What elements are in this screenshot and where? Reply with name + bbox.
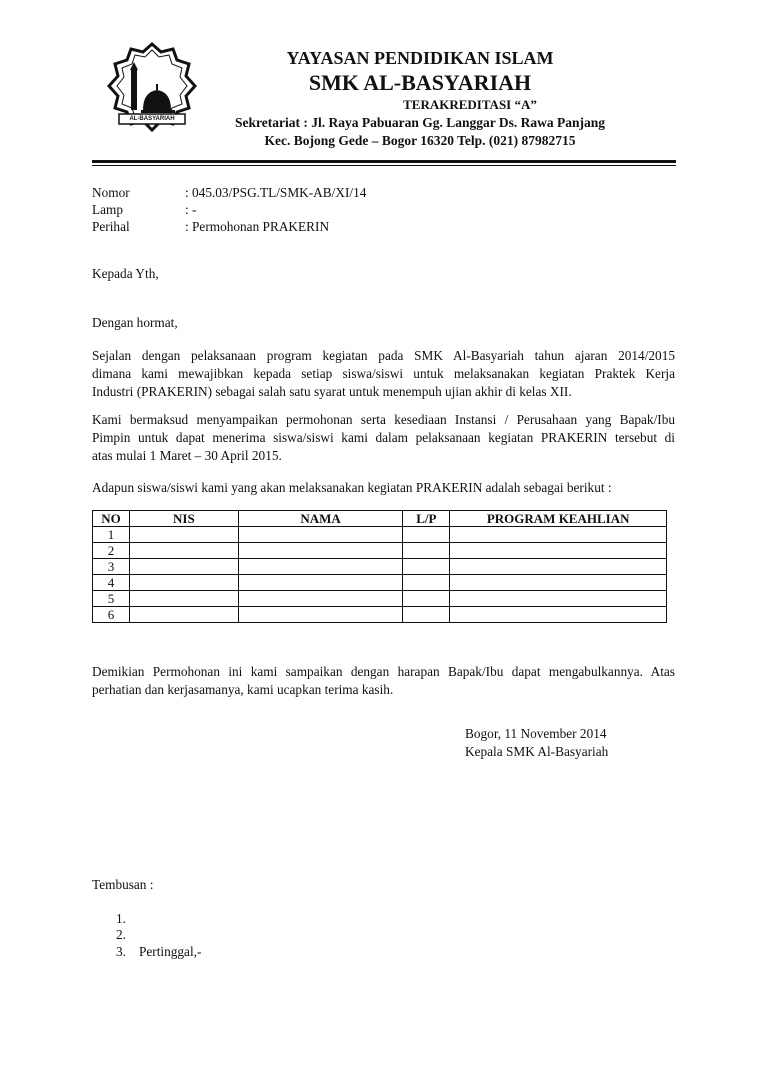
- cell-program: [450, 591, 667, 607]
- header-rule-thin: [92, 165, 676, 166]
- cell-program: [450, 607, 667, 623]
- paragraph-2-line: atas mulai 1 Maret – 30 April 2015.: [92, 448, 282, 463]
- school-name: SMK AL-BASYARIAH: [308, 70, 532, 95]
- cell-nis: [129, 591, 238, 607]
- cell-nama: [238, 575, 403, 591]
- meta-value-lamp: : -: [185, 202, 197, 217]
- greeting: Dengan hormat,: [92, 315, 178, 330]
- row-number: 4: [93, 575, 130, 591]
- logo-text: AL-BASYARIAH: [129, 116, 175, 122]
- cell-nama: [238, 591, 403, 607]
- row-number: 3: [93, 559, 130, 575]
- foundation-name: YAYASAN PENDIDIKAN ISLAM: [286, 48, 554, 68]
- table-row: [93, 607, 667, 623]
- cell-nis: [129, 527, 238, 543]
- cell-nis: [129, 559, 238, 575]
- school-logo: [97, 40, 207, 140]
- paragraph-3: Adapun siswa/siswi kami yang akan melaksanakan kegiatan PRAKERIN adalah sebagai berikut :: [92, 480, 612, 495]
- meta-value-perihal: : Permohonan PRAKERIN: [185, 219, 330, 234]
- cc-item-text: Pertinggal,-: [139, 944, 202, 959]
- closing-line: Demikian Permohonan ini kami sampaikan dengan harapan Bapak/Ibu dapat mengabulkannya. Atas: [92, 664, 675, 679]
- cell-program: [450, 527, 667, 543]
- meta-label-nomor: Nomor: [92, 185, 130, 200]
- place-date: Bogor, 11 November 2014: [465, 726, 607, 741]
- cell-lp: [403, 559, 450, 575]
- col-header-nama: NAMA: [238, 511, 403, 527]
- table-row: [93, 527, 667, 543]
- paragraph-1-line: dimana kami mewajibkan kepada setiap siswa/siswi untuk melaksanakan kegiatan Praktek Kerja: [92, 366, 675, 381]
- table-row: [93, 559, 667, 575]
- table-row: [93, 543, 667, 559]
- row-number: 2: [93, 543, 130, 559]
- cell-nama: [238, 607, 403, 623]
- cell-lp: [403, 575, 450, 591]
- cell-program: [450, 543, 667, 559]
- paragraph-1: [92, 347, 675, 401]
- cc-item-number: 2.: [116, 927, 126, 942]
- row-number: 5: [93, 591, 130, 607]
- col-header-nis: NIS: [129, 511, 238, 527]
- col-header-lp: L/P: [403, 511, 450, 527]
- student-table: [92, 510, 667, 623]
- cell-lp: [403, 527, 450, 543]
- cell-lp: [403, 543, 450, 559]
- cc-item-number: 3.: [116, 944, 126, 959]
- meta-label-perihal: Perihal: [92, 219, 130, 234]
- paragraph-1-line: Sejalan dengan pelaksanaan program kegiatan pada SMK Al-Basyariah tahun ajaran 2014/2015: [92, 348, 675, 363]
- recipient: Kepada Yth,: [92, 266, 159, 281]
- cell-nama: [238, 527, 403, 543]
- paragraph-2-line: Pimpin untuk dapat menerima siswa/siswi kami dalam pelaksanaan kegiatan PRAKERIN tersebut di: [92, 430, 675, 445]
- meta-value-nomor: : 045.03/PSG.TL/SMK-AB/XI/14: [185, 185, 367, 200]
- signatory-title: Kepala SMK Al-Basyariah: [465, 744, 609, 759]
- cell-lp: [403, 591, 450, 607]
- row-number: 1: [93, 527, 130, 543]
- meta-label-lamp: Lamp: [92, 202, 124, 217]
- cc-label: Tembusan :: [92, 877, 154, 892]
- col-header-no: NO: [93, 511, 130, 527]
- cell-nis: [129, 607, 238, 623]
- table-row: [93, 591, 667, 607]
- row-number: 6: [93, 607, 130, 623]
- table-header-row: [93, 511, 667, 527]
- table-row: [93, 575, 667, 591]
- cell-nama: [238, 543, 403, 559]
- paragraph-2-line: Kami bermaksud menyampaikan permohonan serta kesediaan Instansi / Perusahaan yang Bapak/Ibu: [92, 412, 675, 427]
- closing-line: perhatian dan kerjasamanya, kami ucapkan terima kasih.: [92, 682, 394, 697]
- cell-program: [450, 575, 667, 591]
- address-line-1: Sekretariat : Jl. Raya Pabuaran Gg. Langgar Ds. Rawa Panjang: [234, 115, 605, 130]
- paragraph-2: [92, 411, 675, 465]
- cell-nis: [129, 575, 238, 591]
- cc-item-number: 1.: [116, 911, 126, 926]
- cell-nis: [129, 543, 238, 559]
- address-line-2: Kec. Bojong Gede – Bogor 16320 Telp. (021) 87982715: [264, 133, 576, 148]
- header-rule-thick: [92, 160, 676, 163]
- cell-nama: [238, 559, 403, 575]
- cell-program: [450, 559, 667, 575]
- paragraph-1-line: Industri (PRAKERIN) sebagai salah satu syarat untuk menempuh ujian akhir di kelas XII.: [92, 384, 572, 399]
- col-header-program: PROGRAM KEAHLIAN: [450, 511, 667, 527]
- closing-paragraph: [92, 663, 675, 699]
- accreditation: TERAKREDITASI “A”: [403, 97, 537, 112]
- cell-lp: [403, 607, 450, 623]
